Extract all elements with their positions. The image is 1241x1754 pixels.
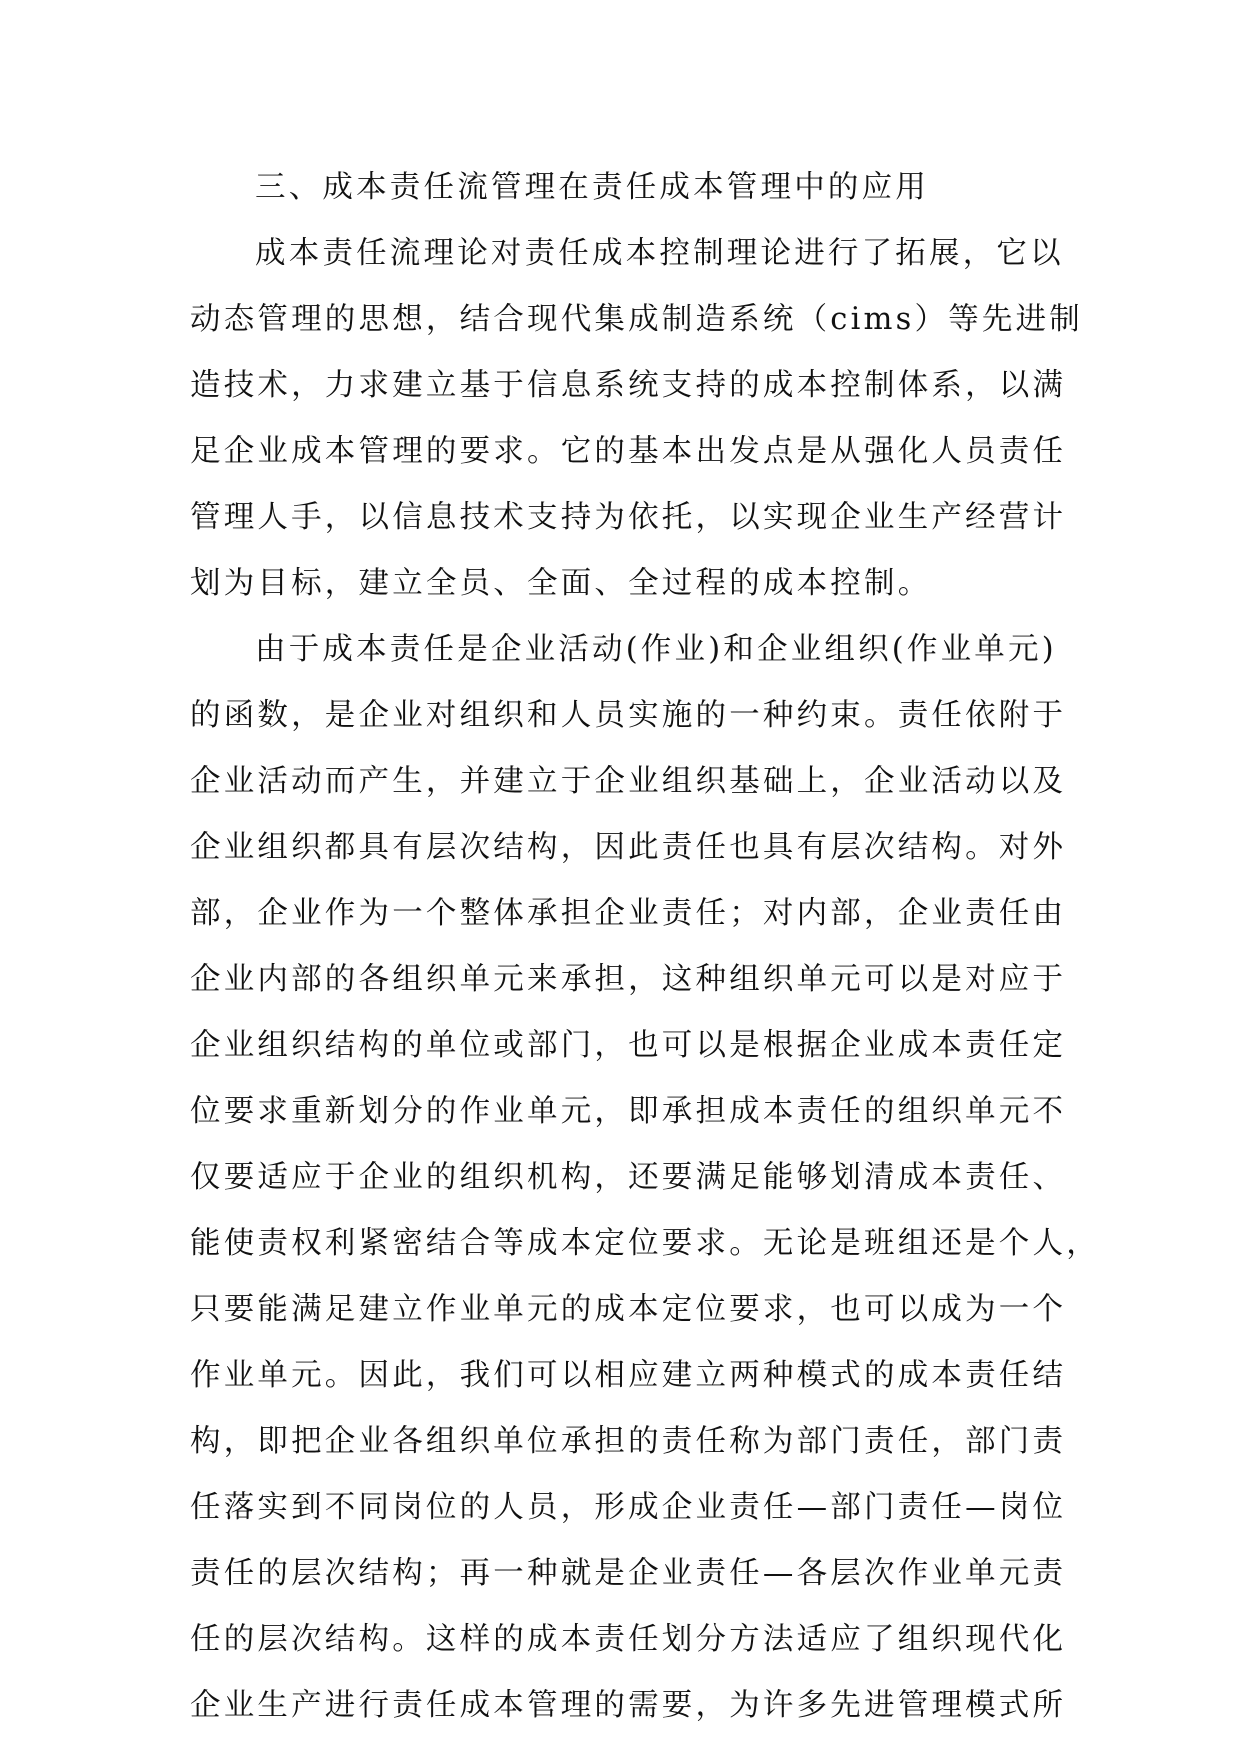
paragraph-line: 造技术，力求建立基于信息系统支持的成本控制体系，以满	[190, 368, 1067, 403]
paragraph-line: 由于成本责任是企业活动(作业)和企业组织(作业单元)	[255, 632, 1057, 667]
paragraph-line: 构，即把企业各组织单位承担的责任称为部门责任，部门责	[190, 1424, 1067, 1459]
paragraph-line: 任落实到不同岗位的人员，形成企业责任—部门责任—岗位	[190, 1490, 1067, 1525]
paragraph-line: 企业生产进行责任成本管理的需要，为许多先进管理模式所	[190, 1688, 1067, 1723]
paragraph-line: 足企业成本管理的要求。它的基本出发点是从强化人员责任	[190, 434, 1067, 469]
paragraph-line: 任的层次结构。这样的成本责任划分方法适应了组织现代化	[190, 1622, 1067, 1657]
paragraph-line: 责任的层次结构；再一种就是企业责任—各层次作业单元责	[190, 1556, 1067, 1591]
paragraph-line: 动态管理的思想，结合现代集成制造系统（cims）等先进制	[190, 302, 1084, 337]
paragraph-line: 只要能满足建立作业单元的成本定位要求，也可以成为一个	[190, 1292, 1067, 1327]
paragraph-line: 作业单元。因此，我们可以相应建立两种模式的成本责任结	[190, 1358, 1067, 1393]
paragraph-line: 能使责权利紧密结合等成本定位要求。无论是班组还是个人，	[190, 1226, 1100, 1261]
paragraph-line: 企业内部的各组织单元来承担，这种组织单元可以是对应于	[190, 962, 1067, 997]
paragraph-line: 部，企业作为一个整体承担企业责任；对内部，企业责任由	[190, 896, 1067, 931]
section-heading: 三、成本责任流管理在责任成本管理中的应用	[255, 170, 929, 205]
paragraph-line: 成本责任流理论对责任成本控制理论进行了拓展，它以	[255, 236, 1064, 271]
paragraph-line: 企业组织结构的单位或部门，也可以是根据企业成本责任定	[190, 1028, 1067, 1063]
paragraph-line: 位要求重新划分的作业单元，即承担成本责任的组织单元不	[190, 1094, 1067, 1129]
paragraph-line: 仅要适应于企业的组织机构，还要满足能够划清成本责任、	[190, 1160, 1067, 1195]
paragraph-line: 管理人手，以信息技术支持为依托，以实现企业生产经营计	[190, 500, 1067, 535]
paragraph-line: 企业组织都具有层次结构，因此责任也具有层次结构。对外	[190, 830, 1067, 865]
paragraph-line: 的函数，是企业对组织和人员实施的一种约束。责任依附于	[190, 698, 1067, 733]
paragraph-line: 企业活动而产生，并建立于企业组织基础上，企业活动以及	[190, 764, 1067, 799]
paragraph-line: 划为目标，建立全员、全面、全过程的成本控制。	[190, 566, 932, 601]
document-body	[190, 155, 1100, 1739]
